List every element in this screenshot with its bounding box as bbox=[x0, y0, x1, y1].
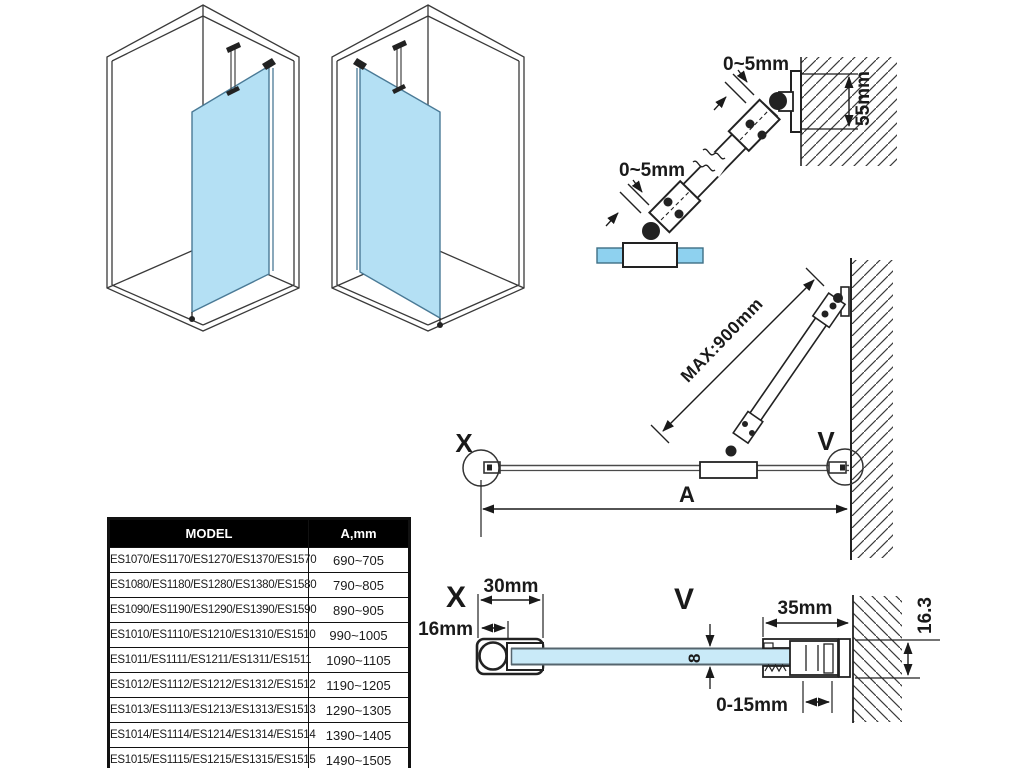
bar-max-label: MAX:900mm bbox=[676, 293, 767, 387]
a-cell: 1290~1305 bbox=[309, 698, 410, 723]
a-cell: 890~905 bbox=[309, 598, 410, 623]
a-cell: 1190~1205 bbox=[309, 673, 410, 698]
a-cell: 1490~1505 bbox=[309, 748, 410, 768]
table-row bbox=[109, 548, 410, 573]
model-cell: ES1014/ES1114/ES1214/ES1314/ES1514 bbox=[109, 723, 309, 748]
a-cell: 790~805 bbox=[309, 573, 410, 598]
a-cell: 990~1005 bbox=[309, 623, 410, 648]
model-cell: ES1010/ES1110/ES1210/ES1310/ES1510 bbox=[109, 623, 309, 648]
a-cell: 690~705 bbox=[309, 548, 410, 573]
a-cell: 1090~1105 bbox=[309, 648, 410, 673]
model-table bbox=[107, 517, 411, 768]
model-cell: ES1013/ES1113/ES1213/ES1313/ES1513 bbox=[109, 698, 309, 723]
profile-tube bbox=[480, 643, 507, 670]
table-row bbox=[109, 723, 410, 748]
plan-label-x: X bbox=[455, 428, 473, 458]
plan-label-v: V bbox=[817, 426, 835, 456]
model-cell: ES1090/ES1190/ES1290/ES1390/ES1590 bbox=[109, 598, 309, 623]
glass-section bbox=[511, 648, 791, 665]
model-cell: ES1080/ES1180/ES1280/ES1380/ES1580 bbox=[109, 573, 309, 598]
model-cell: ES1015/ES1115/ES1215/ES1315/ES1515 bbox=[109, 748, 309, 768]
table-header-row bbox=[109, 519, 410, 548]
wall-mount-bar bbox=[839, 639, 850, 677]
table-header-model: MODEL bbox=[109, 519, 309, 548]
plate-height-label: 55mm bbox=[853, 71, 874, 126]
table-row bbox=[109, 648, 410, 673]
pivot-joint bbox=[833, 293, 843, 303]
table-row bbox=[109, 623, 410, 648]
detail-x-inset-label: 16mm bbox=[418, 619, 473, 640]
floor-foot bbox=[189, 316, 195, 322]
detail-v-adjust-label: 0-15mm bbox=[716, 695, 788, 716]
pivot-joint bbox=[769, 92, 787, 110]
glass-strip bbox=[676, 248, 703, 263]
table-row bbox=[109, 748, 410, 768]
plan-view bbox=[455, 258, 893, 560]
model-cell: ES1012/ES1112/ES1212/ES1312/ES1512 bbox=[109, 673, 309, 698]
glass-thickness-label: 8 bbox=[685, 653, 704, 663]
detail-v-width-label: 35mm bbox=[777, 598, 833, 619]
glass-strip bbox=[597, 248, 624, 263]
model-cell: ES1070/ES1170/ES1270/ES1370/ES1570 bbox=[109, 548, 309, 573]
detail-v-label: V bbox=[673, 583, 695, 616]
gap-bottom-label: 0~5mm bbox=[619, 160, 686, 181]
table-header-a: A,mm bbox=[309, 519, 410, 548]
pivot-joint bbox=[642, 222, 660, 240]
detail-x-label: X bbox=[445, 581, 467, 614]
a-cell: 1390~1405 bbox=[309, 723, 410, 748]
span-label: A bbox=[679, 482, 695, 507]
glass-clamp bbox=[700, 462, 757, 478]
table-row bbox=[109, 698, 410, 723]
pivot-joint bbox=[726, 446, 737, 457]
wall-hatch bbox=[851, 260, 893, 558]
gap-top-label: 0~5mm bbox=[723, 54, 790, 75]
bracket-detail bbox=[597, 54, 897, 267]
table-row bbox=[109, 598, 410, 623]
iso-view-right bbox=[332, 5, 524, 331]
iso-view-left bbox=[107, 5, 299, 331]
detail-x-width-label: 30mm bbox=[483, 576, 539, 597]
floor-foot bbox=[437, 322, 443, 328]
model-cell: ES1011/ES1111/ES1211/ES1311/ES1511 bbox=[109, 648, 309, 673]
glass-clamp bbox=[623, 243, 677, 267]
table-row bbox=[109, 573, 410, 598]
table-row bbox=[109, 673, 410, 698]
wall-hatch bbox=[853, 596, 902, 722]
detail-v-height-label: 16.3 bbox=[915, 597, 936, 634]
